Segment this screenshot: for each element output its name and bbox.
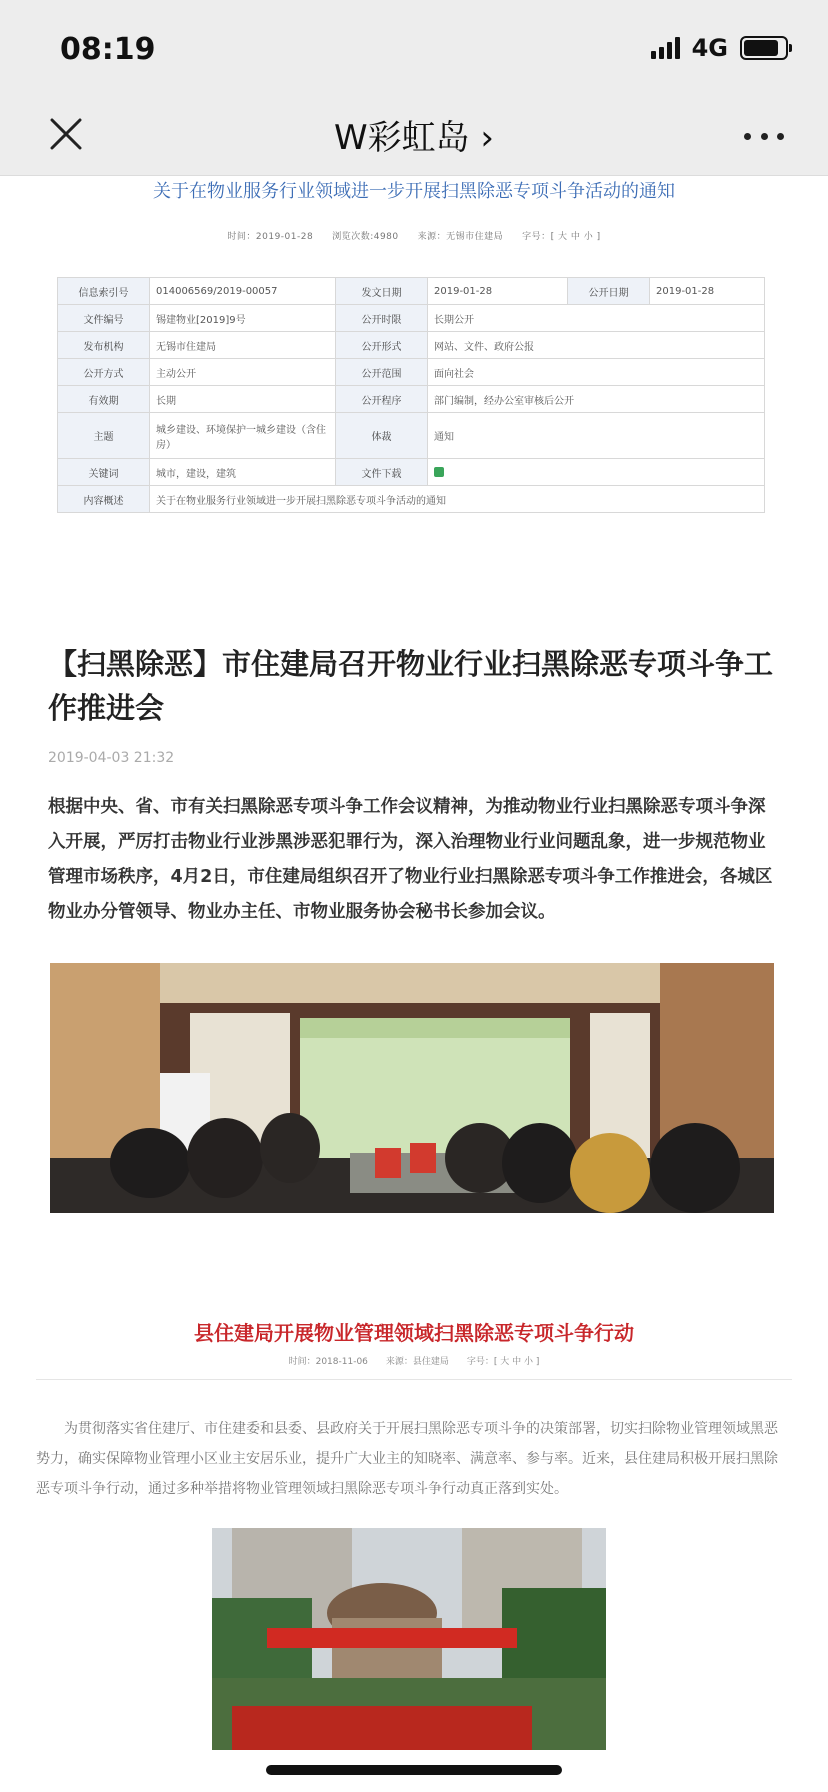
nav-bar: [0, 96, 828, 176]
status-icons: [651, 34, 788, 62]
table-label: 发布机构: [58, 332, 150, 359]
table-row: [58, 413, 765, 459]
table-row: [58, 332, 765, 359]
table-value: 2019-01-28: [428, 278, 568, 305]
table-value: 主动公开: [150, 359, 336, 386]
table-label: 文件下载: [336, 459, 428, 486]
table-row: [58, 459, 765, 486]
article-title: 【扫黑除恶】市住建局召开物业行业扫黑除恶专项斗争工作推进会: [48, 647, 774, 725]
table-row: [58, 486, 765, 513]
table-label: 内容概述: [58, 486, 150, 513]
table-value: 长期: [150, 386, 336, 413]
table-label: 公开时限: [336, 305, 428, 332]
table-label: 公开日期: [568, 278, 650, 305]
table-value: 部门编制，经办公室审核后公开: [428, 386, 765, 413]
download-icon[interactable]: [434, 467, 444, 477]
article-date: 2019-04-03 21:32: [48, 750, 175, 766]
account-title-link[interactable]: W彩虹岛 ›: [333, 118, 495, 158]
table-value: 关于在物业服务行业领域进一步开展扫黑除恶专项斗争活动的通知: [150, 486, 765, 513]
county-title: 县住建局开展物业管理领域扫黑除恶专项斗争行动: [194, 1321, 634, 1345]
notice-meta: 时间：2019-01-28 浏览次数:4980 来源：无锡市住建局 字号：[ 大 中 小 ]: [227, 232, 601, 242]
signal-icon: [651, 37, 680, 59]
notice-info-table: [57, 277, 765, 513]
county-meta: 时间：2018-11-06 来源：县住建局 字号：[ 大 中 小 ]: [288, 1357, 540, 1367]
divider: [36, 1379, 792, 1380]
network-label: 4G: [691, 34, 728, 62]
table-value: 2019-01-28: [650, 278, 765, 305]
table-value: 通知: [428, 413, 765, 459]
table-label: 公开形式: [336, 332, 428, 359]
table-label: 公开范围: [336, 359, 428, 386]
table-label: 信息索引号: [58, 278, 150, 305]
meeting-photo[interactable]: [50, 963, 774, 1213]
community-photo[interactable]: [212, 1528, 606, 1750]
table-label: 关键词: [58, 459, 150, 486]
table-row: [58, 305, 765, 332]
status-bar: [0, 0, 828, 96]
table-label: 有效期: [58, 386, 150, 413]
notice-title: 关于在物业服务行业领域进一步开展扫黑除恶专项斗争活动的通知: [153, 181, 675, 202]
table-value: 面向社会: [428, 359, 765, 386]
table-value: 无锡市住建局: [150, 332, 336, 359]
table-value: 长期公开: [428, 305, 765, 332]
table-label: 文件编号: [58, 305, 150, 332]
battery-icon: [740, 36, 788, 60]
table-row: [58, 278, 765, 305]
home-indicator[interactable]: [266, 1765, 562, 1775]
article-body: 根据中央、省、市有关扫黑除恶专项斗争工作会议精神，为推动物业行业扫黑除恶专项斗争深入开展，严厉打击物业行业涉黑涉恶犯罪行为，深入治理物业行业问题乱象，进一步规范物业管理市场秩序，4月2日，市住建局组织召开了物业行业扫黑除恶专项斗争工作推进会，各城区物业办分管领导、物业办主任、市物业服务协会秘书长参加会议。: [48, 797, 773, 922]
table-value: [428, 459, 765, 486]
table-row: [58, 359, 765, 386]
table-label: 公开方式: [58, 359, 150, 386]
battery-fill: [744, 40, 778, 56]
table-value: 城乡建设、环境保护一城乡建设（含住房）: [150, 413, 336, 459]
table-label: 发文日期: [336, 278, 428, 305]
table-label: 主题: [58, 413, 150, 459]
table-value: 锡建物业[2019]9号: [150, 305, 336, 332]
table-label: 公开程序: [336, 386, 428, 413]
more-icon[interactable]: [744, 126, 784, 146]
table-value: 014006569/2019-00057: [150, 278, 336, 305]
status-time: 08:19: [60, 32, 156, 67]
table-value: 城市，建设，建筑: [150, 459, 336, 486]
table-value: 网站、文件、政府公报: [428, 332, 765, 359]
table-label: 体裁: [336, 413, 428, 459]
county-body: 为贯彻落实省住建厅、市住建委和县委、县政府关于开展扫黑除恶专项斗争的决策部署，切实扫除物业管理领域黑恶势力，确实保障物业管理小区业主安居乐业，提升广大业主的知晓率、满意率、参与率。近来，县住建局积极开展扫黑除恶专项斗争行动，通过多种举措将物业管理领域扫黑除恶专项斗争行动真正落到实处。: [36, 1421, 778, 1497]
table-row: [58, 386, 765, 413]
